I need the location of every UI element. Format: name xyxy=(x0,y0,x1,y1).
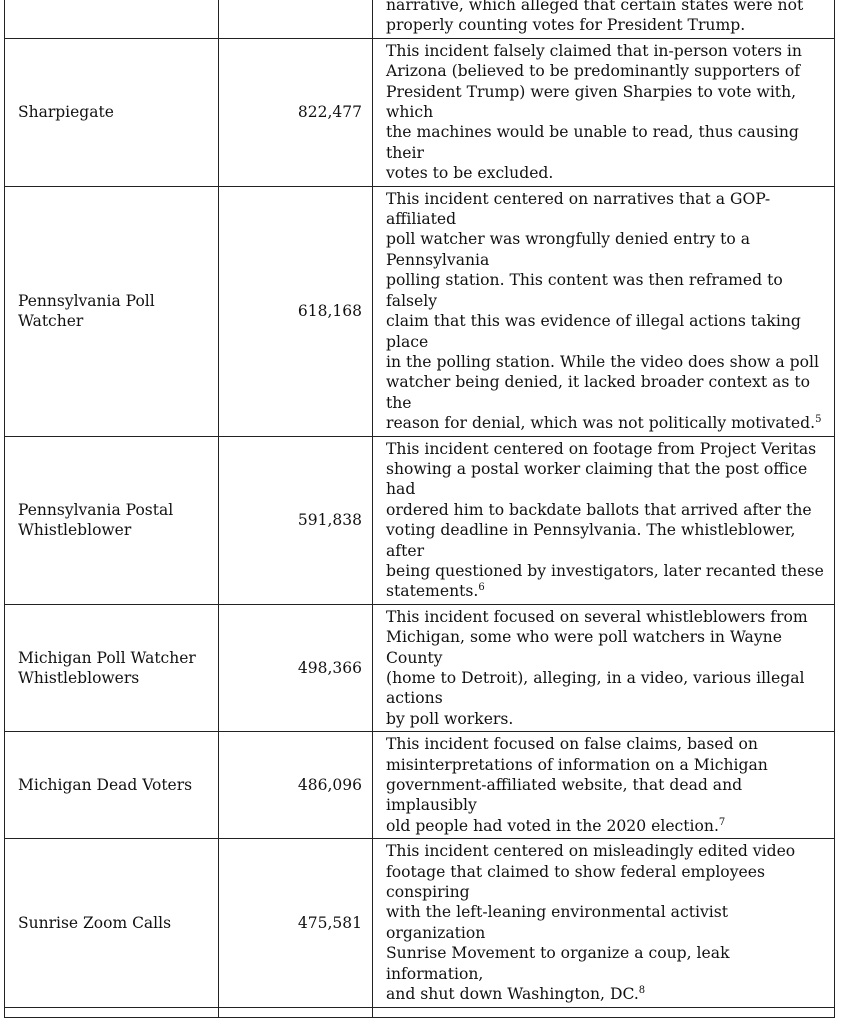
table-row xyxy=(5,604,835,731)
description-line: This incident centered on footage from Project Veritas xyxy=(386,439,817,458)
incident-description xyxy=(373,38,835,186)
description-line: watcher being denied, it lacked broader context as to the xyxy=(386,373,811,412)
description-line: voting deadline in Pennsylvania. The whistleblower, after xyxy=(386,521,796,560)
description-line: misinterpretations of information on a Michigan xyxy=(386,755,768,774)
description-line: This incident falsely claimed that in-person voters in xyxy=(386,41,802,60)
description-line: votes to be excluded. xyxy=(386,164,554,183)
incident-name: Pennsylvania Poll Watcher xyxy=(5,186,219,436)
description-line: showing a postal worker claiming that the post office had xyxy=(386,459,808,499)
table-row xyxy=(5,1007,835,1017)
footnote-marker[interactable]: 7 xyxy=(718,816,726,828)
incident-count: 822,477 xyxy=(219,38,373,186)
description-line: ordered him to backdate ballots that arrived after the xyxy=(386,500,812,519)
incident-table-body xyxy=(5,0,835,1017)
incident-count: 618,168 xyxy=(219,186,373,436)
footnote-marker[interactable]: 5 xyxy=(815,413,822,425)
table-row xyxy=(5,0,835,38)
incident-name: Michigan Dead Voters xyxy=(5,732,219,839)
description-line: This incident focused on false claims, based on xyxy=(386,735,758,754)
description-line: Sunrise Movement to organize a coup, leak information, xyxy=(386,944,730,983)
description-line: This incident focused on several whistleblowers from xyxy=(386,607,808,626)
description-line: properly counting votes for President Trump. xyxy=(386,16,746,35)
description-line: President Trump) were given Sharpies to vote with, which xyxy=(386,82,797,122)
incident-description xyxy=(373,186,835,436)
description-line: footage that claimed to show federal employees conspiring xyxy=(386,862,765,902)
footnote-marker[interactable]: 6 xyxy=(478,582,485,594)
table-row xyxy=(5,436,835,604)
incident-count xyxy=(219,1007,373,1017)
incident-description xyxy=(373,1007,835,1017)
description-line: (home to Detroit), alleging, in a video, various illegal actions xyxy=(386,669,805,708)
description-line: reason for denial, which was not politically motivated. xyxy=(386,414,816,433)
incident-name: Michigan Poll Watcher Whistleblowers xyxy=(5,604,219,731)
description-line: poll watcher was wrongfully denied entry to a Pennsylvania xyxy=(386,230,751,269)
incident-description xyxy=(373,604,835,731)
incident-description xyxy=(373,732,835,839)
description-line: This incident centered on narratives that a GOP-affiliated xyxy=(386,189,771,229)
description-line: by poll workers. xyxy=(386,709,514,728)
incident-count xyxy=(219,0,373,38)
description-line: in the polling station. While the video does show a poll xyxy=(386,352,819,371)
description-line: Michigan, some who were poll watchers in Wayne County xyxy=(386,628,782,667)
table-row xyxy=(5,839,835,1007)
description-line: and shut down Washington, DC. xyxy=(386,985,639,1004)
incident-name: Sunrise Zoom Calls xyxy=(5,839,219,1007)
description-line: old people had voted in the 2020 election. xyxy=(386,816,719,835)
description-line: the machines would be unable to read, thus causing their xyxy=(386,123,799,162)
description-line: government-affiliated website, that dead and implausibly xyxy=(386,776,743,815)
incident-name xyxy=(5,1007,219,1017)
description-line: being questioned by investigators, later recanted these xyxy=(386,561,824,580)
description-line: Arizona (believed to be predominantly supporters of xyxy=(386,62,800,81)
incident-name: Pennsylvania Postal Whistleblower xyxy=(5,436,219,604)
table-row xyxy=(5,186,835,436)
table-row xyxy=(5,38,835,186)
description-line: statements. xyxy=(386,582,479,601)
incident-description xyxy=(373,839,835,1007)
description-line: polling station. This content was then reframed to falsely xyxy=(386,271,783,310)
incident-description xyxy=(373,436,835,604)
table-row xyxy=(5,732,835,839)
description-line: This incident centered on misleadingly edited video xyxy=(386,842,796,861)
incident-count: 498,366 xyxy=(219,604,373,731)
incident-table xyxy=(4,0,835,1018)
description-line: claim that this was evidence of illegal actions taking place xyxy=(386,312,801,351)
incident-count: 591,838 xyxy=(219,436,373,604)
incident-count: 475,581 xyxy=(219,839,373,1007)
description-line: narrative, which alleged that certain states were not xyxy=(386,0,804,14)
incident-description xyxy=(373,0,835,38)
incident-name xyxy=(5,0,219,38)
incident-name: Sharpiegate xyxy=(5,38,219,186)
incident-count: 486,096 xyxy=(219,732,373,839)
description-line: with the left-leaning environmental activist organization xyxy=(386,903,729,942)
footnote-marker[interactable]: 8 xyxy=(638,984,646,996)
